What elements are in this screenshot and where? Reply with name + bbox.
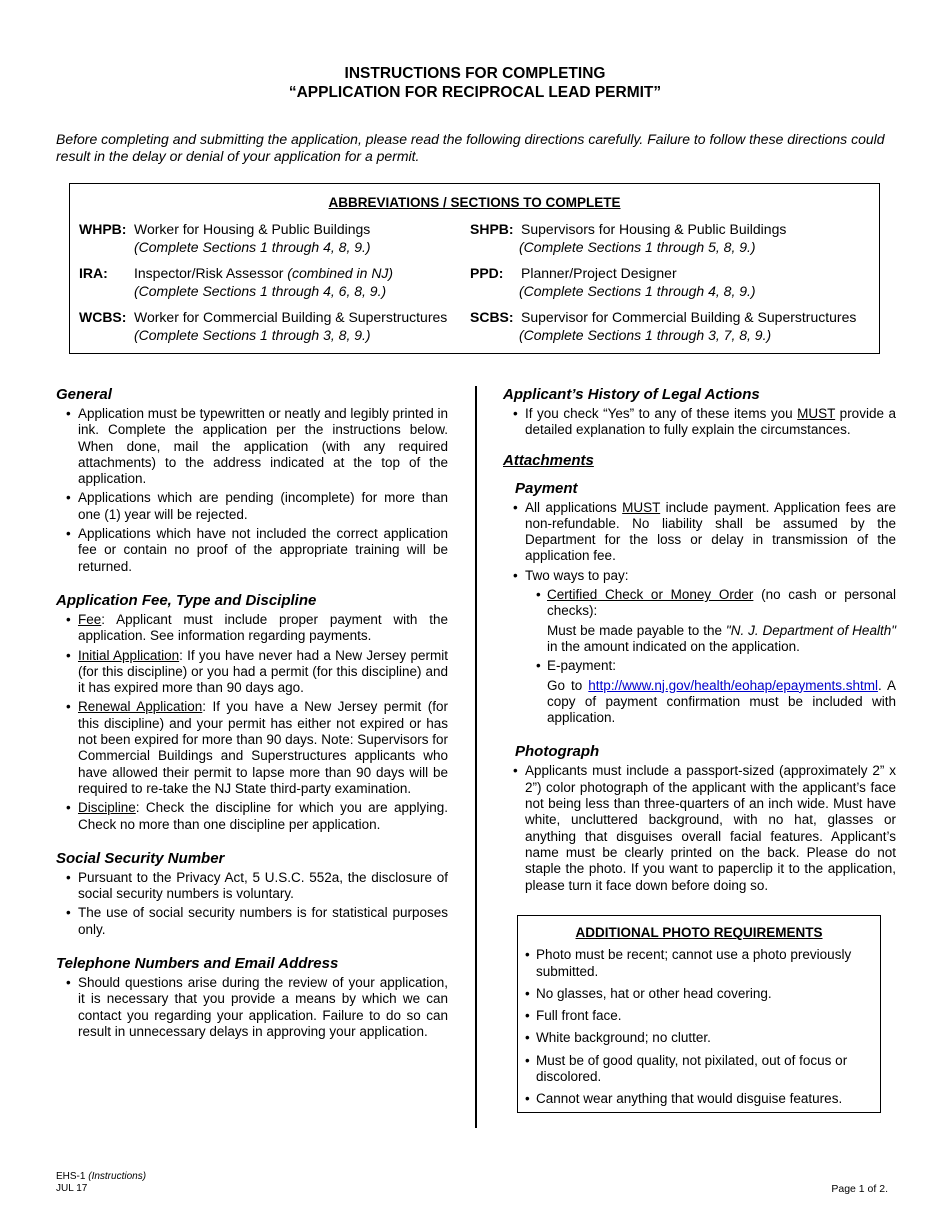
list-item: • Application must be typewritten or neatly and legibly printed in ink. Complete the application per the instructions below. When done, mail the application (with any required attachments) to the address indicated at the top of the application. <box>56 406 448 487</box>
list-item <box>56 612 448 645</box>
list-item: • Must be of good quality, not pixilated, out of focus or discolored. <box>518 1053 880 1086</box>
spacer <box>503 470 896 480</box>
right-column <box>503 386 896 897</box>
photograph-list <box>503 763 896 893</box>
left-column <box>56 386 448 1043</box>
form-date: JUL 17 <box>56 1183 88 1194</box>
abbr-code: PPD: <box>470 265 504 281</box>
abbr-name: Planner/Project Designer <box>521 265 677 281</box>
term-text: : Check the discipline for which you are applying. Check no more than one discipline per application. <box>78 800 448 832</box>
abbr-sections: (Complete Sections 1 through 3, 7, 8, 9.) <box>519 327 772 343</box>
epay-note <box>503 678 896 727</box>
epayment-list <box>503 658 896 674</box>
form-id <box>56 1171 146 1183</box>
fee-list <box>56 612 448 833</box>
abbr-code: WHPB: <box>79 221 127 237</box>
spacer <box>503 442 896 452</box>
text: (no cash or personal checks): <box>547 587 896 619</box>
legal-list <box>503 406 896 439</box>
text: provide a detailed explanation to fully explain the circumstances. <box>525 406 896 438</box>
general-heading: General <box>56 386 112 403</box>
abbr-code: IRA: <box>79 265 108 281</box>
list-item: • Full front face. <box>518 1008 880 1024</box>
list-item <box>503 500 896 565</box>
spacer <box>56 941 448 955</box>
emphasis: MUST <box>622 499 661 515</box>
abbr-name: Worker for Commercial Building & Superstructures <box>134 309 448 325</box>
form-id-note: (Instructions) <box>88 1171 147 1182</box>
payment-list <box>503 500 896 584</box>
list-item <box>503 406 896 439</box>
phone-heading: Telephone Numbers and Email Address <box>56 955 339 973</box>
photo-requirements-heading: ADDITIONAL PHOTO REQUIREMENTS <box>575 925 823 940</box>
spacer <box>503 729 896 743</box>
list-item: • White background; no clutter. <box>518 1030 880 1046</box>
intro-paragraph: Before completing and submitting the application, please read the following directions carefully. Failure to follow these directions could result in the delay or denial of your application for a permit. <box>56 131 885 164</box>
column-divider <box>475 386 477 1128</box>
abbr-name-note: (combined in NJ) <box>287 265 394 281</box>
page-number: Page 1 of 2. <box>831 1183 888 1195</box>
list-item <box>503 587 896 620</box>
general-list <box>56 406 448 575</box>
abbr-code: WCBS: <box>79 309 127 325</box>
abbr-name: Supervisors for Housing & Public Buildings <box>521 221 787 237</box>
text: include payment. Application fees are non-refundable. No liability shall be assumed by the Department for the loss or delay in transmission of the application fee. <box>525 499 896 564</box>
payment-heading: Payment <box>515 479 578 497</box>
form-footer <box>56 1171 146 1195</box>
list-item <box>56 800 448 833</box>
abbr-sections: (Complete Sections 1 through 4, 8, 9.) <box>519 283 756 299</box>
emphasis: MUST <box>797 406 836 421</box>
term: Initial Application <box>78 647 180 663</box>
photo-requirements-list <box>518 947 880 1107</box>
abbr-name: Supervisor for Commercial Building & Superstructures <box>521 309 857 325</box>
abbr-sections: (Complete Sections 1 through 4, 8, 9.) <box>134 239 371 255</box>
payee: "N. J. Department of Health" <box>725 622 896 638</box>
abbreviations-heading: ABBREVIATIONS / SECTIONS TO COMPLETE <box>328 195 621 210</box>
text: If you check “Yes” to any of these items you <box>525 406 798 421</box>
list-item: • The use of social security numbers is for statistical purposes only. <box>56 905 448 938</box>
text: All applications <box>525 499 623 515</box>
ssn-heading: Social Security Number <box>56 849 225 867</box>
payment-methods-list <box>503 587 896 620</box>
term-text: : Applicant must include proper payment with the application. See information regarding payments. <box>78 611 448 644</box>
term: Renewal Application <box>78 699 203 715</box>
fee-heading: Application Fee, Type and Discipline <box>56 591 317 609</box>
list-item <box>56 699 448 797</box>
term: Fee <box>78 611 102 627</box>
text: Must be made payable to the <box>547 622 726 638</box>
form-id-text: EHS-1 <box>56 1171 89 1182</box>
document-title <box>0 64 950 102</box>
text: in the amount indicated on the application. <box>547 638 800 654</box>
spacer <box>56 578 448 592</box>
term-text: : If you have a New Jersey permit (for this discipline) and your permit has either not expired or has not been expired for more than 90 days. Note: Supervisors for Commercial Buildings and Superstructures applicants who have allowed their permit to lapse more than 90 days will be required to re-take the NJ State third-party examination. <box>78 699 448 796</box>
list-item: • Photo must be recent; cannot use a photo previously submitted. <box>518 947 880 980</box>
abbr-sections: (Complete Sections 1 through 3, 8, 9.) <box>134 327 371 343</box>
check-note <box>503 623 896 656</box>
term-text: : If you have never had a New Jersey permit (for this discipline) or you had a permit (for this discipline) and it has expired more than 90 days ago. <box>78 647 448 696</box>
list-item: • Cannot wear anything that would disguise features. <box>518 1091 880 1107</box>
abbreviations-box <box>69 183 880 354</box>
title-line-1: INSTRUCTIONS FOR COMPLETING <box>344 65 606 82</box>
ssn-list <box>56 870 448 938</box>
list-item: • Two ways to pay: <box>503 568 896 584</box>
list-item <box>56 648 448 697</box>
list-item: • Applications which have not included the correct application fee or contain no proof of the appropriate training will be returned. <box>56 526 448 575</box>
abbr-name: Worker for Housing & Public Buildings <box>134 221 371 237</box>
list-item: • Pursuant to the Privacy Act, 5 U.S.C. 552a, the disclosure of social security numbers is voluntary. <box>56 870 448 903</box>
list-item: • E-payment: <box>503 658 896 674</box>
photo-requirements-box <box>517 915 881 1113</box>
abbr-sections: (Complete Sections 1 through 5, 8, 9.) <box>519 239 756 255</box>
spacer <box>56 836 448 850</box>
attachments-heading: Attachments <box>503 451 594 469</box>
list-item: • Applicants must include a passport-sized (approximately 2” x 2”) color photograph of the applicant with the applicant’s face not being less than three-quarters of an inch wide. Must have white, uncluttered background, with no hat, glasses or anything that disguises overall facial features. Applicant’s name must be clearly printed on the back. Please do not staple the photo. If you want to paperclip it to the application, please turn it face down before doing so. <box>503 763 896 893</box>
abbr-code: SHPB: <box>470 221 514 237</box>
list-item: • No glasses, hat or other head covering. <box>518 986 880 1002</box>
epayment-link[interactable]: http://www.nj.gov/health/eohap/epayments.shtml <box>588 677 878 693</box>
photograph-heading: Photograph <box>515 743 600 761</box>
abbr-code: SCBS: <box>470 309 514 325</box>
list-item: • Should questions arise during the review of your application, it is necessary that you provide a means by which we can contact you regarding your application. Failure to do so can result in unnecessary delays in approving your application. <box>56 975 448 1040</box>
abbr-name <box>134 264 393 282</box>
abbr-sections: (Complete Sections 1 through 4, 6, 8, 9.) <box>134 283 387 299</box>
term: Certified Check or Money Order <box>547 587 754 603</box>
legal-heading: Applicant’s History of Legal Actions <box>503 386 760 403</box>
abbr-name-text: Inspector/Risk Assessor <box>134 265 288 281</box>
title-line-2: “APPLICATION FOR RECIPROCAL LEAD PERMIT” <box>288 84 662 101</box>
text: . A copy of payment confirmation must be included with application. <box>547 677 896 726</box>
text: Go to <box>547 677 589 693</box>
list-item: • Applications which are pending (incomplete) for more than one (1) year will be rejected. <box>56 490 448 523</box>
phone-list <box>56 975 448 1040</box>
term: Discipline <box>78 800 136 816</box>
